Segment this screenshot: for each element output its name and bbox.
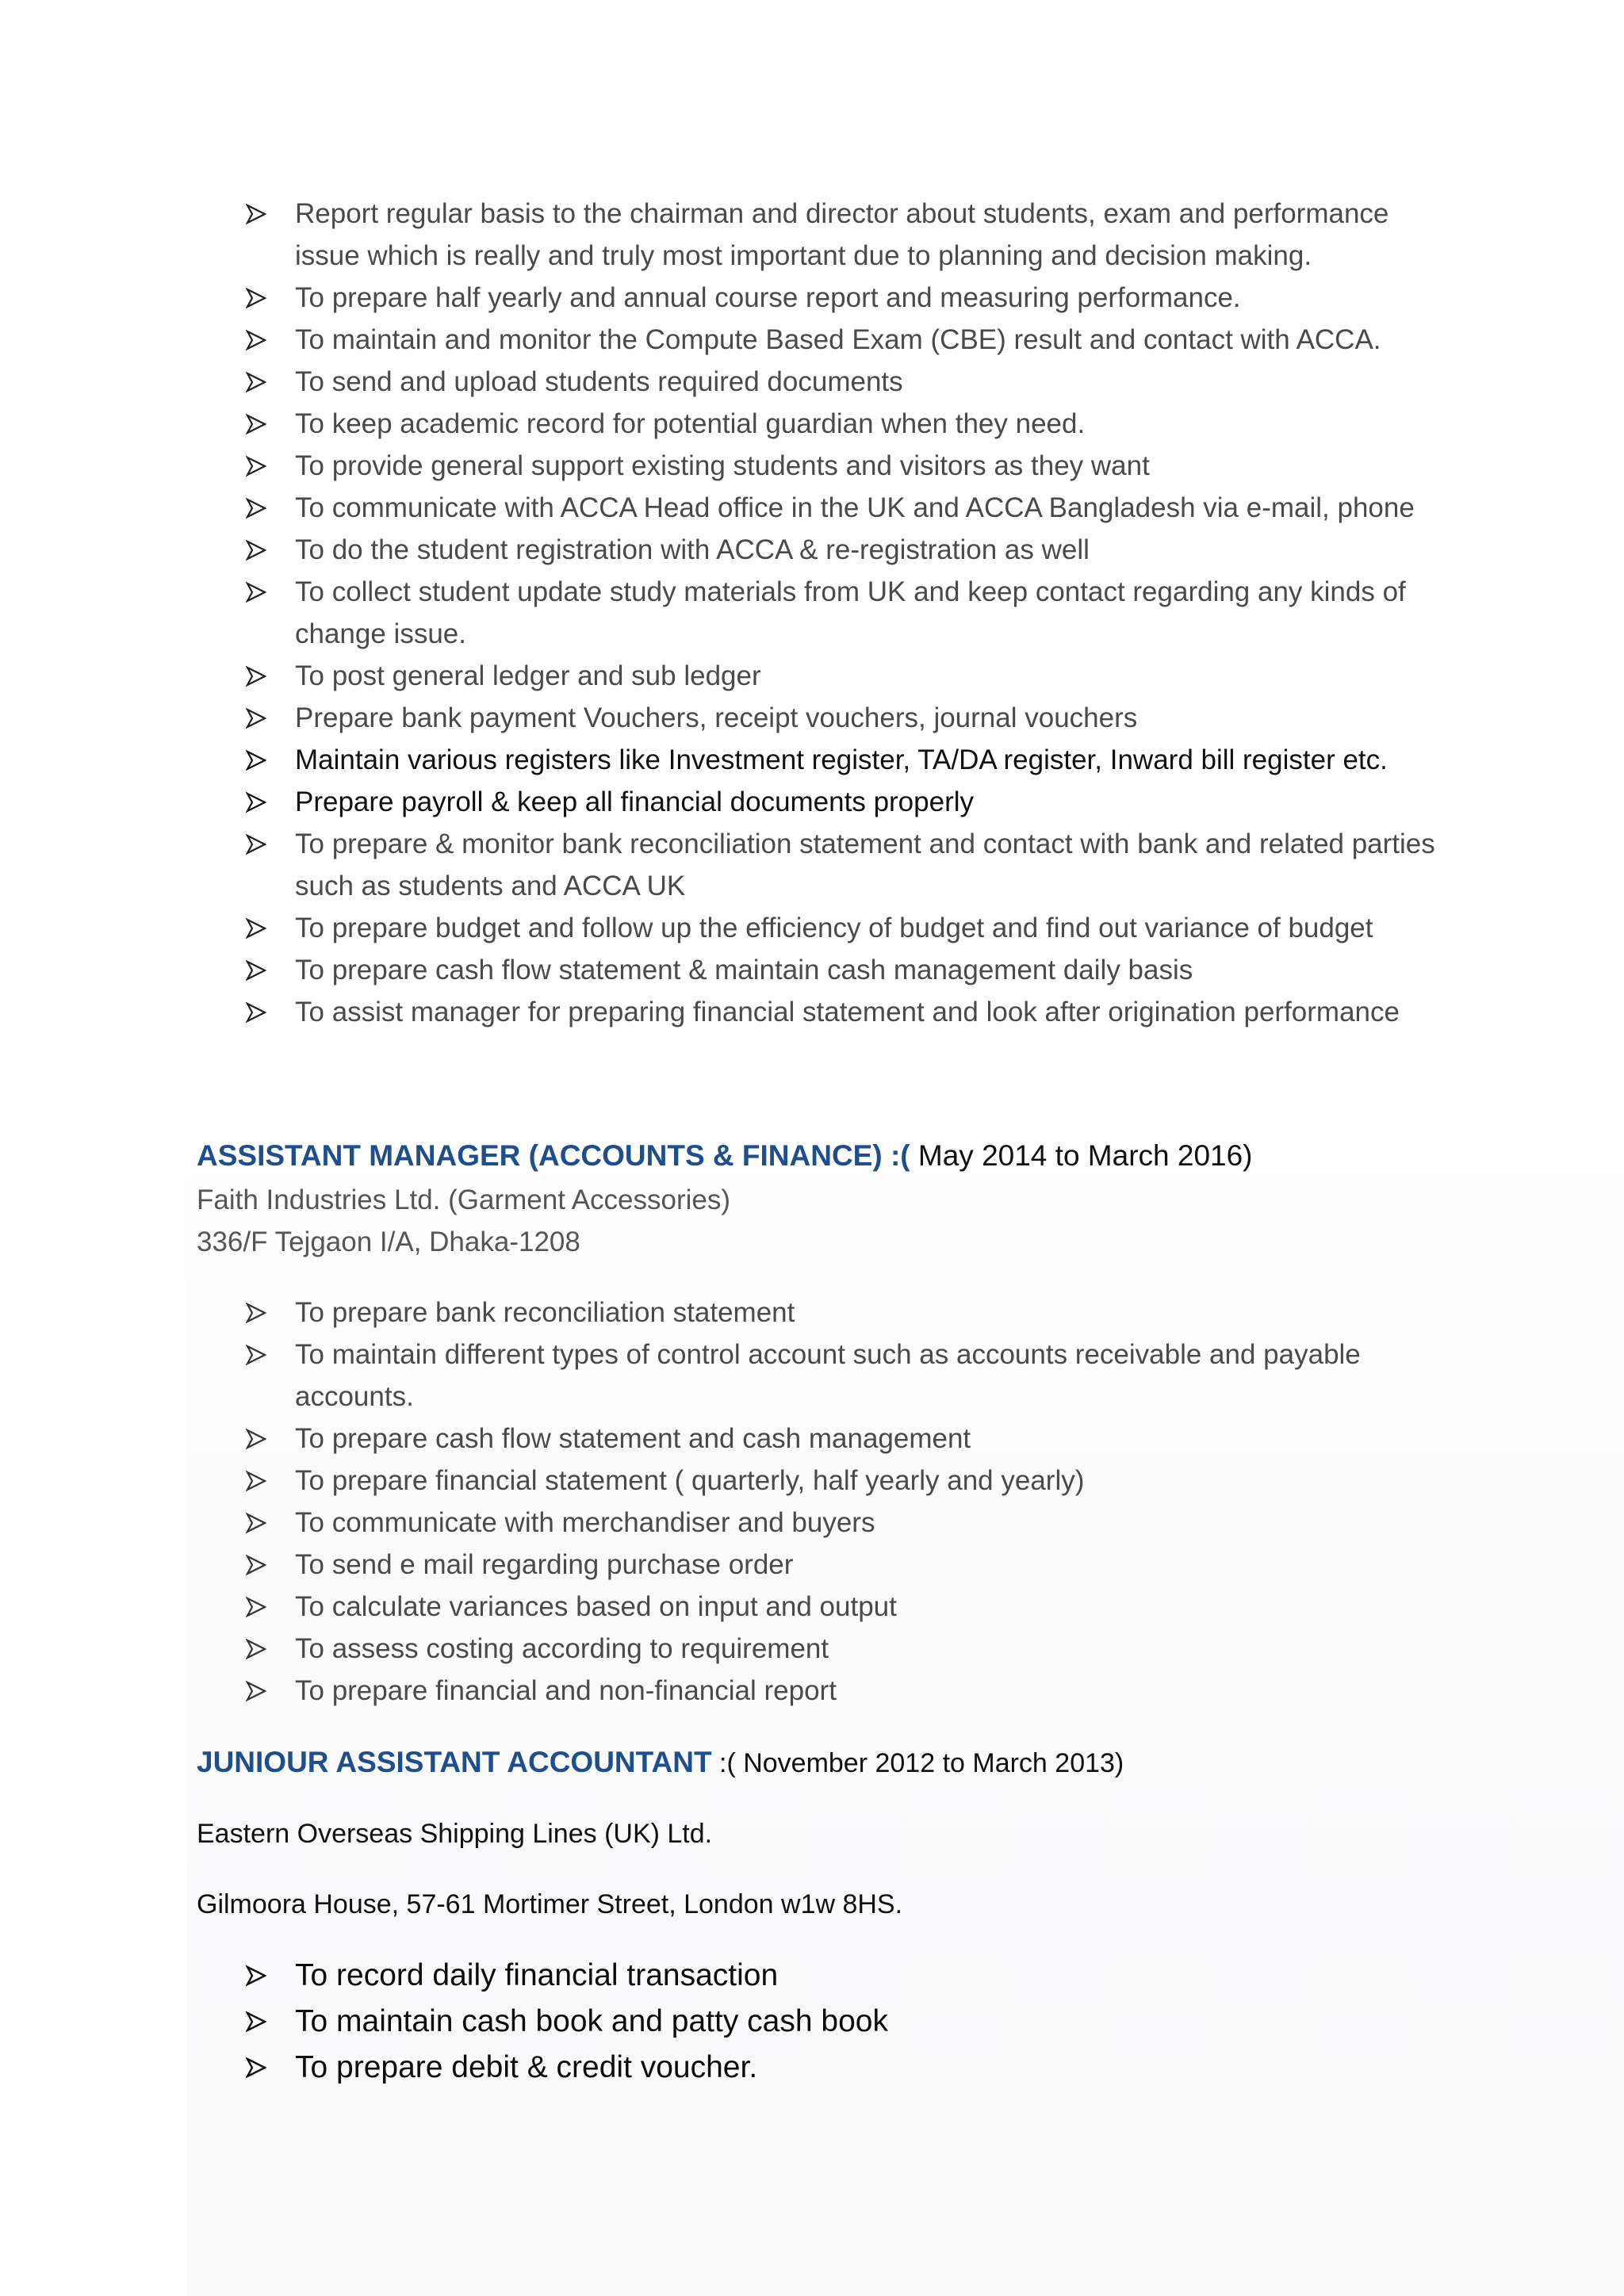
list-item-text: To prepare bank reconciliation statement — [295, 1297, 795, 1328]
arrow-bullet-icon — [246, 1345, 266, 1365]
list-item-text: To prepare debit & credit voucher. — [295, 2050, 758, 2084]
list-item — [246, 697, 1435, 739]
arrow-bullet-icon — [246, 1555, 266, 1575]
list-item-text: Prepare payroll & keep all financial documents properly — [295, 786, 975, 817]
arrow-bullet-icon — [246, 582, 266, 603]
arrow-bullet-icon — [246, 2057, 266, 2078]
list-item-text: To maintain cash book and patty cash book — [295, 2004, 888, 2038]
list-item — [246, 823, 1435, 907]
arrow-bullet-icon — [246, 372, 266, 392]
list-item — [246, 1292, 1435, 1334]
arrow-bullet-icon — [246, 330, 266, 350]
list-item — [246, 739, 1435, 781]
list-item-text: To prepare half yearly and annual course report and measuring performance. — [295, 282, 1241, 313]
list-item-text: To provide general support existing students and visitors as they want — [295, 450, 1150, 481]
list-item — [246, 1544, 1435, 1586]
company-address: 336/F Tejgaon I/A, Dhaka-1208 — [197, 1226, 580, 1257]
arrow-bullet-icon — [246, 834, 266, 855]
list-item — [246, 1999, 1435, 2045]
arrow-bullet-icon — [246, 1597, 266, 1617]
arrow-bullet-icon — [246, 456, 266, 476]
list-item — [246, 1953, 1435, 1999]
list-item-text: To send e mail regarding purchase order — [295, 1549, 794, 1580]
arrow-bullet-icon — [246, 1681, 266, 1701]
job-title: JUNIOUR ASSISTANT ACCOUNTANT — [197, 1746, 712, 1778]
list-item-text: To prepare cash flow statement & maintain cash management daily basis — [295, 955, 1193, 985]
arrow-bullet-icon — [246, 204, 266, 224]
list-item — [246, 403, 1435, 445]
arrow-bullet-icon — [246, 540, 266, 561]
list-item-text: To post general ledger and sub ledger — [295, 660, 761, 691]
arrow-bullet-icon — [246, 1513, 266, 1533]
arrow-bullet-icon — [246, 1002, 266, 1023]
arrow-bullet-icon — [246, 666, 266, 687]
list-item-text: To maintain different types of control account such as accounts receivable and payable accounts. — [295, 1339, 1361, 1412]
list-item — [246, 1502, 1435, 1544]
list-item — [246, 949, 1435, 991]
arrow-bullet-icon — [246, 2011, 266, 2032]
list-item-text: To collect student update study materials from UK and keep contact regarding any kinds of change issue. — [295, 576, 1406, 649]
list-item-text: To prepare financial statement ( quarterly, half yearly and yearly) — [295, 1465, 1085, 1496]
job-heading-junior-assistant-accountant — [197, 1742, 1124, 1784]
list-item-text: To communicate with ACCA Head office in the UK and ACCA Bangladesh via e-mail, phone — [295, 492, 1415, 523]
arrow-bullet-icon — [246, 1965, 266, 1986]
list-item-text: To prepare cash flow statement and cash management — [295, 1423, 971, 1454]
list-item-text: To prepare & monitor bank reconciliation statement and contact with bank and related parties such as students and ACCA UK — [295, 828, 1435, 901]
list-item — [246, 1670, 1435, 1712]
list-item — [246, 1334, 1435, 1418]
list-item — [246, 2045, 1435, 2091]
list-item-text: To assess costing according to requirement — [295, 1633, 829, 1664]
list-item-text: To communicate with merchandiser and buyers — [295, 1507, 875, 1538]
list-item-text: To keep academic record for potential guardian when they need. — [295, 408, 1086, 439]
list-item-text: To calculate variances based on input and output — [295, 1591, 897, 1622]
job-period: May 2014 to March 2016) — [910, 1139, 1253, 1172]
list-item-text: To do the student registration with ACCA & re-registration as well — [295, 534, 1090, 565]
list-item — [246, 571, 1435, 655]
company-name: Faith Industries Ltd. (Garment Accessories) — [197, 1184, 731, 1215]
list-item-text: Prepare bank payment Vouchers, receipt vouchers, journal vouchers — [295, 702, 1138, 733]
job-heading-assistant-manager — [197, 1135, 1253, 1177]
job-title: ASSISTANT MANAGER (ACCOUNTS & FINANCE) :( — [197, 1139, 910, 1172]
company-name: Eastern Overseas Shipping Lines (UK) Ltd. — [197, 1819, 713, 1849]
list-item-text: To assist manager for preparing financial statement and look after origination performance — [295, 997, 1400, 1027]
list-item — [246, 193, 1435, 277]
list-item — [246, 1418, 1435, 1460]
list-item-text: Report regular basis to the chairman and director about students, exam and performance issue which is really and truly most important due to planning and decision making. — [295, 198, 1389, 271]
list-item — [246, 1628, 1435, 1670]
arrow-bullet-icon — [246, 1429, 266, 1449]
list-item-text: To record daily financial transaction — [295, 1958, 779, 1992]
list-item — [246, 907, 1435, 949]
list-item-text: To prepare financial and non-financial report — [295, 1675, 837, 1706]
arrow-bullet-icon — [246, 414, 266, 434]
arrow-bullet-icon — [246, 918, 266, 939]
list-item-text: To prepare budget and follow up the efficiency of budget and find out variance of budget — [295, 913, 1373, 943]
list-item — [246, 1460, 1435, 1502]
list-item-text: Maintain various registers like Investment register, TA/DA register, Inward bill register etc. — [295, 744, 1388, 775]
arrow-bullet-icon — [246, 792, 266, 813]
list-item-text: To send and upload students required documents — [295, 366, 903, 397]
arrow-bullet-icon — [246, 288, 266, 308]
arrow-bullet-icon — [246, 750, 266, 771]
list-item — [246, 319, 1435, 361]
list-item — [246, 487, 1435, 529]
arrow-bullet-icon — [246, 1639, 266, 1659]
arrow-bullet-icon — [246, 1471, 266, 1491]
list-item — [246, 277, 1435, 319]
arrow-bullet-icon — [246, 708, 266, 729]
arrow-bullet-icon — [246, 960, 266, 981]
list-item — [246, 991, 1435, 1033]
job-period: :( November 2012 to March 2013) — [711, 1748, 1124, 1778]
list-item — [246, 655, 1435, 697]
list-item — [246, 529, 1435, 571]
list-item — [246, 445, 1435, 487]
arrow-bullet-icon — [246, 498, 266, 519]
list-item — [246, 361, 1435, 403]
list-item — [246, 781, 1435, 823]
list-item-text: To maintain and monitor the Compute Based Exam (CBE) result and contact with ACCA. — [295, 324, 1381, 355]
company-address: Gilmoora House, 57-61 Mortimer Street, London w1w 8HS. — [197, 1889, 903, 1919]
list-item — [246, 1586, 1435, 1628]
arrow-bullet-icon — [246, 1303, 266, 1323]
